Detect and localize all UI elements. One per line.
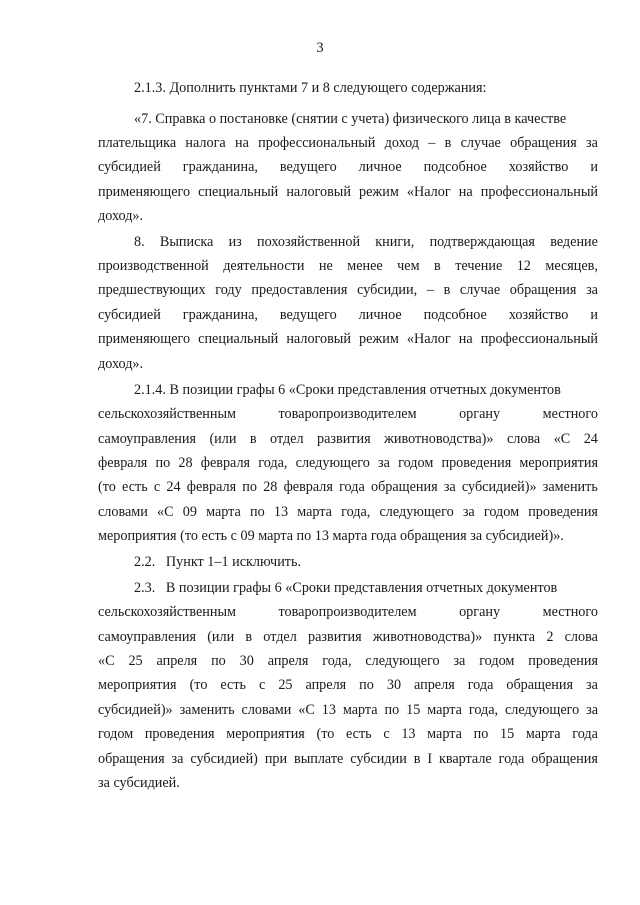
text-line xyxy=(98,405,598,423)
word: режим xyxy=(359,331,399,347)
word: плательщика xyxy=(98,135,177,151)
word: за xyxy=(586,135,598,151)
word: не xyxy=(318,258,333,274)
word: апреля xyxy=(305,677,347,693)
word: применяющего xyxy=(98,184,191,200)
word: «С xyxy=(157,504,174,520)
text-line: мероприятия (то есть с 09 марта по 13 марта года обращения за субсидией)». xyxy=(98,528,564,544)
word: 24 xyxy=(166,479,181,495)
text-line xyxy=(98,628,598,646)
word: специальный xyxy=(198,331,279,347)
word: 15 xyxy=(406,702,421,718)
word: из xyxy=(228,234,242,250)
word: слова xyxy=(506,431,541,447)
word: субсидией xyxy=(98,307,161,323)
word: в xyxy=(249,431,257,447)
word: за xyxy=(586,702,598,718)
word: и xyxy=(590,307,598,323)
word: «Налог xyxy=(406,184,451,200)
word: доход xyxy=(384,135,420,151)
word: следующего xyxy=(365,653,440,669)
word: самоуправления xyxy=(98,629,196,645)
word: производственной xyxy=(98,258,209,274)
word: чем xyxy=(397,258,420,274)
word: проведения xyxy=(528,653,598,669)
word: менее xyxy=(347,258,383,274)
text-line xyxy=(98,652,598,670)
word: за xyxy=(378,455,390,471)
word: специальный xyxy=(198,184,279,200)
word: обращения xyxy=(510,135,577,151)
word: обращения xyxy=(98,751,165,767)
word: 30 xyxy=(239,653,254,669)
word: (или xyxy=(209,431,237,447)
word: апреля xyxy=(414,677,455,693)
text-line: 2.1.4. В позиции графы 6 «Сроки представления отчетных документов xyxy=(134,382,561,398)
word: 8. xyxy=(134,234,145,250)
word: (то xyxy=(98,479,116,495)
word: словами xyxy=(98,504,148,520)
word: за xyxy=(585,677,598,693)
word: квартале xyxy=(438,751,492,767)
text-line xyxy=(98,257,598,275)
word: 30 xyxy=(386,677,402,693)
word: отдел xyxy=(270,431,304,447)
word: органу xyxy=(459,406,501,422)
word: года xyxy=(572,726,598,742)
word: сельскохозяйственным xyxy=(98,604,237,620)
word: на xyxy=(235,135,249,151)
text-line xyxy=(98,454,598,472)
word: книги, xyxy=(375,234,415,250)
word: личное xyxy=(358,307,402,323)
text-line: 2.3. В позиции графы 6 «Сроки представления отчетных документов xyxy=(134,580,558,596)
word: по xyxy=(242,479,257,495)
word: отдел xyxy=(263,629,297,645)
word: в xyxy=(434,258,441,274)
word: хозяйство xyxy=(508,159,569,175)
text-line xyxy=(98,676,598,694)
text-line xyxy=(134,233,598,251)
word: в xyxy=(444,135,452,151)
word: месяцев, xyxy=(545,258,598,274)
text-line: доход». xyxy=(98,356,144,372)
word: годом xyxy=(398,455,434,471)
word: с xyxy=(153,479,161,495)
word: субсидией)» xyxy=(98,702,173,718)
word: 2 xyxy=(546,629,554,645)
word: годом xyxy=(483,504,520,520)
word: обращения xyxy=(531,751,598,767)
word: года xyxy=(339,479,365,495)
word: с xyxy=(383,726,390,742)
word: субсидии, xyxy=(357,282,418,298)
word: по xyxy=(211,653,226,669)
word: за xyxy=(171,751,184,767)
word: года, xyxy=(322,653,352,669)
word: органу xyxy=(459,604,501,620)
word: с xyxy=(259,677,266,693)
word: и xyxy=(590,159,598,175)
word: деятельности xyxy=(223,258,305,274)
word: 25 xyxy=(128,653,143,669)
word: личное xyxy=(358,159,402,175)
word: 12 xyxy=(516,258,531,274)
word: следующего xyxy=(379,504,454,520)
word: 13 xyxy=(273,504,289,520)
word: обращения xyxy=(370,479,438,495)
text-line xyxy=(98,503,598,521)
text-line xyxy=(98,603,598,621)
word: заменить xyxy=(179,702,235,718)
word: – xyxy=(428,135,436,151)
text-line xyxy=(98,478,598,496)
word: есть xyxy=(346,726,372,742)
text-line: «7. Справка о постановке (снятии с учета) физического лица в качестве xyxy=(134,111,567,127)
word: случае xyxy=(459,282,501,298)
text-line xyxy=(98,725,598,743)
word: есть xyxy=(122,479,148,495)
word: 13 xyxy=(401,726,416,742)
word: субсидией xyxy=(98,159,161,175)
word: Выписка xyxy=(159,234,214,250)
word: года, xyxy=(468,702,499,718)
word: проведения xyxy=(441,455,512,471)
word: налога xyxy=(185,135,226,151)
word: субсидией) xyxy=(190,751,258,767)
text-line: за субсидией. xyxy=(98,775,180,791)
word: проведения xyxy=(528,504,598,520)
word: ведущего xyxy=(279,159,337,175)
word: по xyxy=(384,702,400,718)
text-line xyxy=(98,430,598,448)
word: товаропроизводителем xyxy=(278,406,417,422)
word: (то xyxy=(189,677,208,693)
text-line xyxy=(98,330,598,348)
word: февраля xyxy=(186,479,237,495)
word: сельскохозяйственным xyxy=(98,406,237,422)
word: местного xyxy=(542,406,598,422)
word: годом xyxy=(98,726,134,742)
word: слова xyxy=(564,629,598,645)
word: случае xyxy=(460,135,501,151)
word: 09 xyxy=(182,504,197,520)
word: режим xyxy=(359,184,399,200)
word: 25 xyxy=(278,677,293,693)
word: за xyxy=(586,282,598,298)
word: в xyxy=(443,282,451,298)
word: 24 xyxy=(583,431,598,447)
text-line xyxy=(98,750,598,768)
word: заменить xyxy=(542,479,598,495)
word: предшествующих xyxy=(98,282,206,298)
word: животноводства)» xyxy=(372,629,483,645)
word: 13 xyxy=(321,702,336,718)
word: животноводства)» xyxy=(384,431,494,447)
word: – xyxy=(426,282,434,298)
word: за xyxy=(443,479,456,495)
word: марта xyxy=(427,702,462,718)
word: I xyxy=(427,751,433,767)
word: похозяйственной xyxy=(257,234,361,250)
word: «С xyxy=(298,702,315,718)
word: года, xyxy=(341,504,371,520)
word: в xyxy=(245,629,253,645)
word: (или xyxy=(207,629,235,645)
word: хозяйство xyxy=(508,307,569,323)
word: субсидией)» xyxy=(461,479,537,495)
word: мероприятия xyxy=(226,726,305,742)
word: подсобное xyxy=(423,307,487,323)
word: по xyxy=(473,726,489,742)
word: выплате xyxy=(294,751,344,767)
word: апреля xyxy=(156,653,198,669)
word: профессиональный xyxy=(480,184,598,200)
word: «Налог xyxy=(406,331,451,347)
word: местного xyxy=(542,604,598,620)
page-number: 3 xyxy=(316,40,324,56)
text-line xyxy=(98,701,598,719)
word: следующего xyxy=(295,455,370,471)
word: за xyxy=(462,504,475,520)
word: на xyxy=(458,331,473,347)
word: на xyxy=(458,184,473,200)
word: мероприятия xyxy=(98,677,177,693)
word: 15 xyxy=(499,726,515,742)
word: гражданина, xyxy=(182,307,258,323)
word: есть xyxy=(220,677,247,693)
word: ведущего xyxy=(279,307,337,323)
word: подсобное xyxy=(423,159,487,175)
word: проведения xyxy=(144,726,215,742)
word: марта xyxy=(525,726,561,742)
word: марта xyxy=(206,504,241,520)
word: профессиональный xyxy=(258,135,376,151)
word: подтверждающая xyxy=(429,234,535,250)
word: налоговый xyxy=(286,331,351,347)
text-line xyxy=(98,281,598,299)
word: обращения xyxy=(509,282,577,298)
word: марта xyxy=(427,726,462,742)
word: развития xyxy=(317,431,371,447)
text-line xyxy=(98,134,598,152)
word: по xyxy=(155,455,171,471)
word: «С xyxy=(98,653,115,669)
word: года xyxy=(498,751,525,767)
word: (то xyxy=(316,726,335,742)
text-line: доход». xyxy=(98,208,144,224)
word: марта xyxy=(297,504,332,520)
word: пункта xyxy=(493,629,536,645)
word: самоуправления xyxy=(98,431,196,447)
word: апреля xyxy=(267,653,309,669)
word: следующего xyxy=(505,702,580,718)
text-line: 2.1.3. Дополнить пунктами 7 и 8 следующего содержания: xyxy=(134,80,487,96)
word: товаропроизводителем xyxy=(278,604,417,620)
word: годом xyxy=(479,653,515,669)
word: марта xyxy=(342,702,378,718)
word: профессиональный xyxy=(480,331,598,347)
word: по xyxy=(359,677,374,693)
word: мероприятия xyxy=(519,455,598,471)
word: словами xyxy=(241,702,292,718)
text-line xyxy=(98,158,598,176)
word: налоговый xyxy=(286,184,351,200)
word: февраля xyxy=(283,479,333,495)
word: ведение xyxy=(550,234,598,250)
word: году xyxy=(215,282,242,298)
word: по xyxy=(250,504,265,520)
word: развития xyxy=(308,629,362,645)
word: 28 xyxy=(178,455,193,471)
word: субсидии xyxy=(350,751,407,767)
word: февраля xyxy=(98,455,148,471)
word: года, xyxy=(258,455,288,471)
text-line xyxy=(98,306,598,324)
word: обращения xyxy=(506,677,573,693)
word: «С xyxy=(553,431,571,447)
text-line xyxy=(98,183,598,201)
word: предоставления xyxy=(251,282,348,298)
word: февраля xyxy=(200,455,251,471)
word: в xyxy=(413,751,421,767)
word: при xyxy=(264,751,288,767)
word: года xyxy=(467,677,494,693)
word: за xyxy=(453,653,466,669)
text-line: 2.2. Пункт 1–1 исключить. xyxy=(134,554,302,570)
word: течение xyxy=(455,258,503,274)
word: применяющего xyxy=(98,331,191,347)
word: 28 xyxy=(263,479,278,495)
word: гражданина, xyxy=(182,159,258,175)
